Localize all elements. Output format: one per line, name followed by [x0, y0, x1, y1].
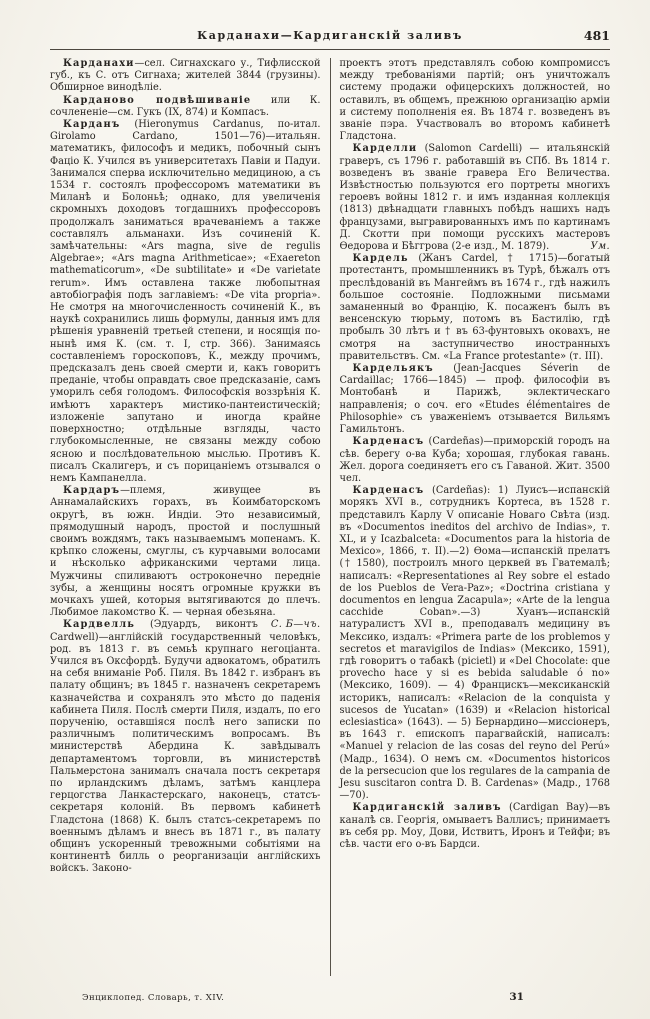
entry-continuation	[340, 58, 611, 143]
entry-signature: Ум.	[590, 241, 610, 253]
entry	[340, 436, 611, 485]
entry-headword: Кардельякъ	[352, 363, 434, 375]
entry-body: —сел. Сигнахскаго у., Тифлисской губ., къ С. отъ Сигнаха; жителей 3844 (грузины). Обширное винодѣліе.	[50, 58, 321, 94]
page-footer	[50, 989, 610, 1003]
entry	[340, 363, 611, 436]
entry-body: (Jean-Jacques Séverin de Cardaillac; 1766—1845) — проф. философіи въ Монтобанѣ и Парижѣ, эклектическаго направленія; о соч. его «Etudes élémentaires de Philosophie» съ уваженіемъ отзывается Вильямъ Гамильтонъ.	[339, 363, 610, 436]
entry	[340, 802, 611, 851]
entry-body: (Эдуардъ, виконтъ Cardwell)—англійскій государственный человѣкъ, род. въ 1813 г. въ семьѣ крупнаго негоціанта. Учился въ Оксфордѣ. Будучи адвокатомъ, обратилъ на себя вниманіе Роб. Пиля. Въ 1842 г. избранъ въ палату общинъ; въ 1845 г. назначенъ секретаремъ казначейства и сохранялъ это мѣсто до паденія кабинета Пиля. Послѣ смерти Пиля, издалъ, по его порученію, оставшіяся послѣ него записки по различнымъ политическимъ вопросамъ. Въ министерствѣ Абердина К. завѣдывалъ департаментомъ торговли, въ министерствѣ Пальмерстона занималъ сначала постъ секретаря по ирландскимъ дѣламъ, затѣмъ канцлера герцогства Ланкастерскаго, наконецъ, статсъ-секретаря колоній. Въ первомъ кабинетѣ Гладстона (1868) К. былъ статсъ-секретаремъ по военнымъ дѣламъ и внесъ въ 1871 г., въ палату общинъ ускоренный тревожными событіями на континентѣ билль о реорганизаціи англійскихъ войскъ. Законо-	[50, 619, 321, 875]
entry-signature: С. Б—чъ.	[270, 619, 321, 631]
entry-headword: Кардаръ	[63, 485, 121, 497]
entry-headword: Карданъ	[63, 119, 121, 131]
entry	[340, 253, 611, 363]
entry	[50, 95, 321, 119]
right-column	[331, 58, 611, 976]
entry-headword: Карделли	[352, 143, 418, 155]
signature-mark: 31	[509, 991, 524, 1003]
entry-body: (Cardeñas)—приморскій городъ на сѣв. берегу о-ва Куба; хорошая, глубокая гавань. Жел. дорога соединяетъ его съ Гаваной. Жит. 3500 чел.	[339, 436, 610, 484]
entry	[50, 119, 321, 485]
entry-body: (Cardeñas): 1) Луисъ—испанскій морякъ XVI в., сотрудникъ Кортеса, въ 1528 г. представилъ Карлу V описаніе Новаго Свѣта (изд. въ «Documentos ineditos del archivo de Indias», т. XL, и у Icazbalceta: «Documentos para la historia de Mexico», 1866, т. II).—2) Ѳома—испанскій прелатъ († 1580), построилъ много церквей въ Гватемалѣ; написалъ: «Representationes al Rey sobre el estado de los Pueblos de Vera-Paz»; «Doctrina cristiana y documentos en lengua Zacapula»; «Arte de la lengua cacchide Coban».—3) Хуанъ—испанскій натуралистъ XVI в., преподавалъ медицину въ Мексико, издалъ: «Primera parte de los problemos y secretos et maravigilos de Indias» (Мексико, 1591), гдѣ говоритъ о табакѣ (picietl) и «Del Chocolate: que provecho hace y si es bebida saludable ó no» (Мексико, 1609). — 4) Францискъ—мексиканскій историкъ, написалъ: «Relacion de la conquista y sucesos de Yucatan» (1639) и «Relacion historical eclesiastica» (1643). — 5) Бернардино—миссіонеръ, въ 1643 г. епископъ парагвайскій, написалъ: «Manuel y relacion de las cosas del reyno del Perú» (Мадр., 1634). О немъ см. «Documentos historicos de la persecucion que los regulares de la campania de Jesu suscitaron contra D. B. Cardenas» (Мадр., 1768—70).	[339, 485, 610, 802]
entry-headword: Кардель	[352, 253, 409, 265]
imprint: Энциклопед. Словарь, т. XIV.	[82, 993, 225, 1003]
columns	[50, 58, 610, 976]
running-title: Карданахи—Кардиганскій заливъ	[197, 29, 463, 42]
text-block	[50, 26, 610, 976]
entry-headword: Карденасъ	[352, 485, 425, 497]
entry-headword: Карденасъ	[352, 436, 425, 448]
page-number: 481	[583, 28, 610, 43]
entry-headword: Карданахи	[63, 58, 135, 69]
entry-body: —племя, живущее въ Аннамалайскихъ горахъ, въ Коимбаторскомъ округѣ, въ южн. Индіи. Это независимый, прямодушный народъ, простой и послушный своимъ вождямъ, такъ называемымъ мопенамъ. К. крѣпко сложены, смуглы, съ курчавыми волосами и нѣсколько африканскими чертами лица. Мужчины спиливаютъ остроконечно передніе зубы, а женщины носятъ огромные кружки въ мочкахъ ушей, которыя вытягиваются до плечъ. Любимое лакомство К. — черная обезьяна.	[50, 485, 321, 619]
entry-body: (Жанъ Cardel, † 1715)—богатый протестантъ, промышленникъ въ Турѣ, бѣжалъ отъ преслѣдованій въ Мангеймъ въ 1674 г., гдѣ нажилъ большое состояніе. Подложными письмами заманенный во Францію, К. посаженъ былъ въ венсенскую тюрьму, потомъ въ Бастилію, гдѣ пробылъ 30 лѣтъ и † въ 63-фунтовыхъ оковахъ, не смотря на заступничество иностранныхъ правительствъ. См. «La France protestante» (т. III).	[339, 253, 610, 362]
header-rule	[50, 49, 610, 50]
left-column	[50, 58, 330, 976]
entry-headword: Кардвелль	[63, 619, 136, 631]
entry-headword: Карданово подвѣшиваніе	[63, 94, 252, 106]
entry	[340, 143, 611, 253]
entry	[340, 485, 611, 802]
entry-body: или К. сочлененіе—см. Гукъ (IX, 874) и Компасъ.	[50, 94, 321, 118]
entry-body: (Hieronymus Cardanus, по-итал. Girolamo Cardano, 1501—76)—итальян. математикъ, философъ и медикъ, побочный сынъ Фаціо К. Учился въ университетахъ Павіи и Падуи. Занимался сперва исключительно медициною, а съ 1534 г. состоялъ профессоромъ математики въ Миланѣ и Болоньѣ; однако, для увеличенія скромныхъ доходовъ тогдашнихъ профессоровъ продолжалъ заниматься врачеваніемъ а также составлялъ альманахи. Изъ сочиненій К. замѣчательны: «Ars magna, sive de regulis Algebrae»; «Ars magna Arithmeticae»; «Exaereton mathematicorum», «De subtilitate» и «De varietate rerum». Имъ оставлена также любопытная автобіографія подъ заглавіемъ: «De vita propria». Не смотря на многочисленность сочиненій К., въ наукѣ сохранились лишь формулы, данныя имъ для рѣшенія уравненій третьей степени, и носящія по-нынѣ имя К. (см. т. I, стр. 366). Занимаясь составленіемъ гороскоповъ, К., между прочимъ, предсказалъ день своей смерти и, какъ говоритъ преданіе, чтобы оправдать свое предсказаніе, самъ уморилъ себя голодомъ. Философскія воззрѣнія К. имѣютъ характеръ мистико-пантеистическій; изложеніе запутано и иногда крайне поверхностно; отдѣльные взгляды, часто глубокомысленные, не связаны между собою ясною и послѣдовательною мыслью. Противъ К. писалъ Скалигеръ, и съ порицаніемъ отзывался о немъ Кампанелла.	[50, 119, 321, 484]
page-header	[50, 26, 610, 46]
entry	[50, 58, 321, 95]
entry-headword: Кардиганскій заливъ	[352, 802, 502, 814]
entry-body: (Cardigan Bay)—въ каналѣ св. Георгія, омываетъ Валлисъ; принимаетъ въ себя рр. Моу, Дови, Иствитъ, Иронъ и Тейфи; въ сѣв. части его о-въ Бардси.	[339, 802, 610, 850]
entry-body: (Salomon Cardelli) — итальянскій граверъ, съ 1796 г. работавшій въ СПб. Въ 1814 г. возведенъ въ званіе гравера Его Величества. Извѣстностью пользуются его портреты многихъ героевъ войны 1812 г. и имъ изданная коллекція (1813) двѣнадцати главныхъ побѣдъ нашихъ надъ французами, выгравированныхъ имъ по картинамъ Д. Скотти при помощи русскихъ мастеровъ Ѳедорова и Бѣггрова (2-е изд., М. 1879).	[339, 143, 610, 253]
entry	[50, 619, 321, 875]
entry-body: проектъ этотъ представлялъ собою компромиссъ между требованіями партій; онъ уничтожалъ систему продажи офицерскихъ должностей, но оставилъ, въ общемъ, прежнюю организацію арміи и систему пополненія ея. Въ 1874 г. возведенъ въ званіе пэра. Участвовалъ во второмъ кабинетѣ Гладстона.	[339, 58, 610, 143]
